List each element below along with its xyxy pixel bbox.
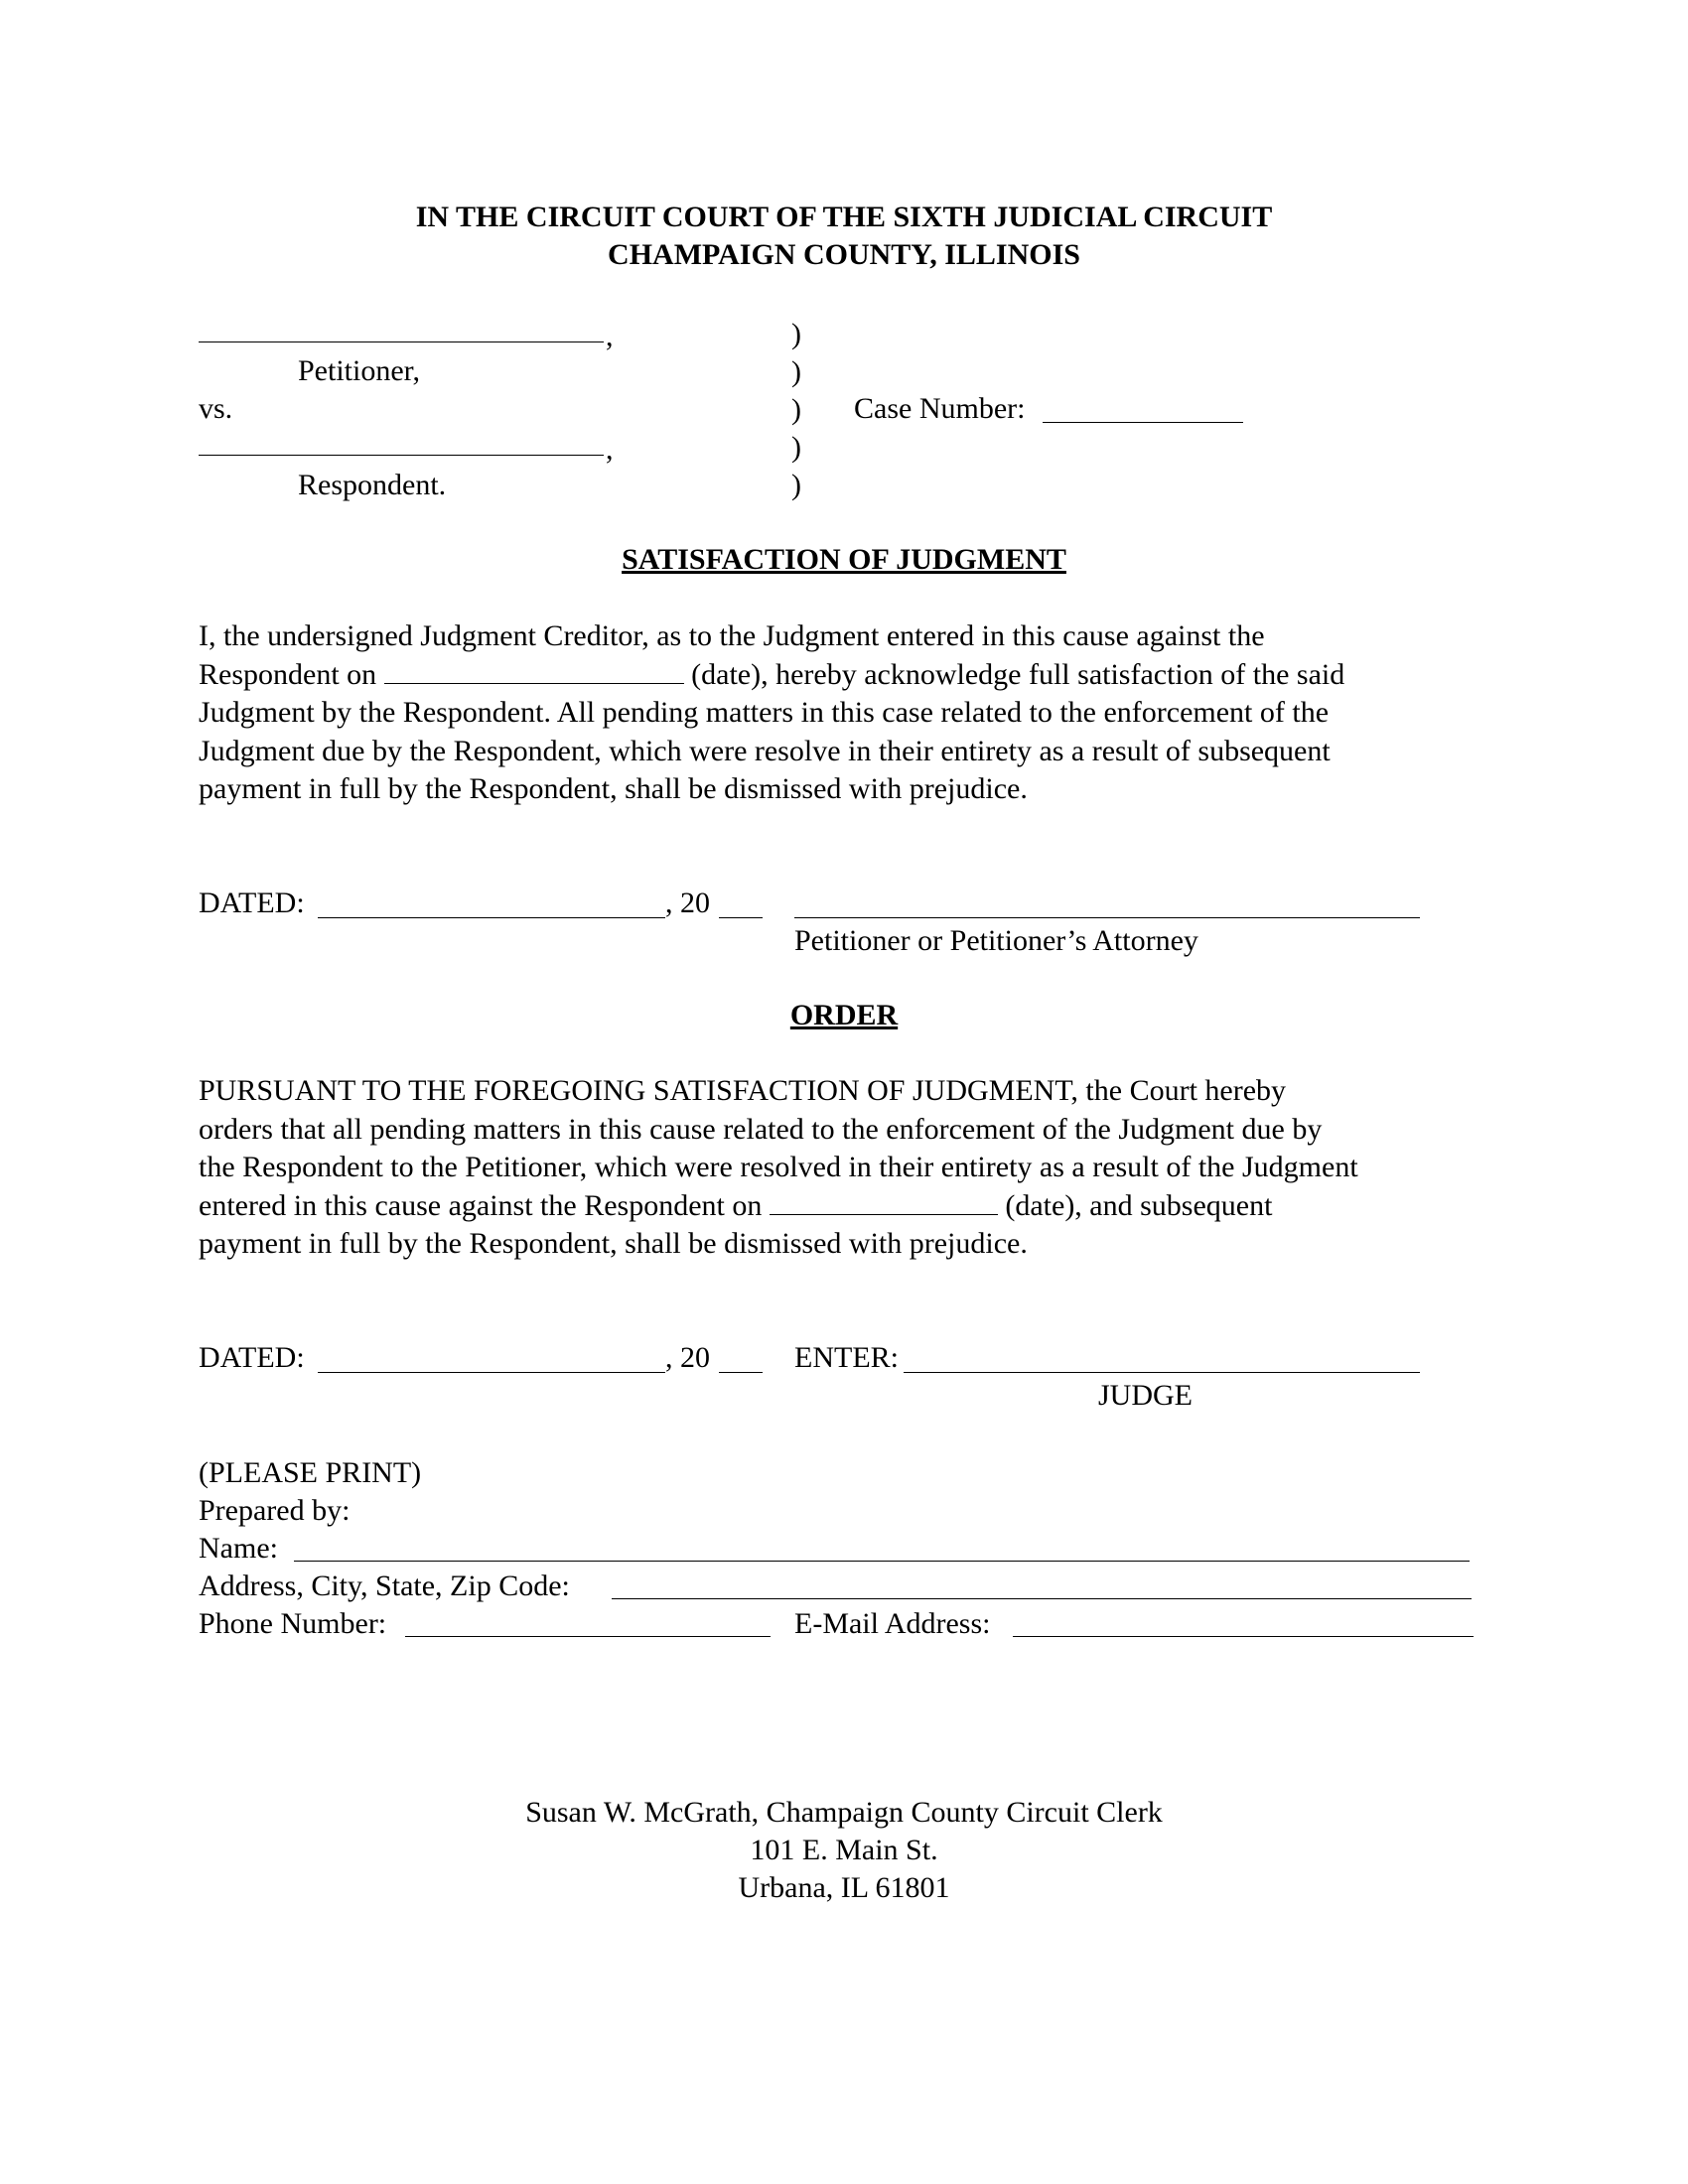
- phone-line[interactable]: [405, 1636, 771, 1637]
- satisfaction-line-2a: Respondent on: [199, 657, 377, 691]
- order-line-1: PURSUANT TO THE FOREGOING SATISFACTION OF JUDGMENT, the Court hereby: [199, 1074, 1287, 1107]
- petitioner-label: Petitioner,: [298, 354, 420, 387]
- respondent-comma: ,: [606, 433, 614, 466]
- name-label: Name:: [199, 1532, 278, 1565]
- phone-label: Phone Number:: [199, 1607, 387, 1640]
- petitioner-signature-caption: Petitioner or Petitioner’s Attorney: [794, 924, 1198, 957]
- name-line[interactable]: [294, 1561, 1470, 1562]
- satisfaction-line-3: Judgment by the Respondent. All pending matters in this case related to the enforcement of the: [199, 696, 1330, 729]
- satisfaction-title: SATISFACTION OF JUDGMENT: [622, 543, 1066, 576]
- judge-label: JUDGE: [1098, 1379, 1193, 1412]
- please-print-label: (PLEASE PRINT): [199, 1456, 422, 1489]
- satisfaction-line-2: [199, 656, 1499, 695]
- email-line[interactable]: [1013, 1636, 1474, 1637]
- order-title: ORDER: [789, 999, 899, 1031]
- caption-paren-4: ): [791, 431, 801, 464]
- caption-paren-1: ): [791, 318, 801, 350]
- order-line-4b: (date), and subsequent: [1005, 1188, 1273, 1222]
- respondent-label: Respondent.: [298, 469, 447, 501]
- petitioner-comma: ,: [606, 320, 614, 352]
- clerk-city: Urbana, IL 61801: [738, 1871, 950, 1904]
- order-year-line[interactable]: [719, 1372, 763, 1373]
- satisfaction-year-prefix: , 20: [665, 887, 710, 919]
- satisfaction-line-4: Judgment due by the Respondent, which were resolve in their entirety as a result of subsequent: [199, 734, 1331, 767]
- clerk-street: 101 E. Main St.: [750, 1834, 938, 1866]
- order-dated-label: DATED:: [199, 1341, 305, 1374]
- caption-paren-2: ): [791, 355, 801, 388]
- order-judgment-date-blank[interactable]: [770, 1188, 998, 1215]
- address-line[interactable]: [612, 1598, 1472, 1599]
- case-number-label: Case Number:: [854, 392, 1026, 425]
- judge-signature-line[interactable]: [904, 1372, 1420, 1373]
- satisfaction-dated-line[interactable]: [318, 917, 665, 918]
- enter-label: ENTER:: [794, 1341, 899, 1374]
- petitioner-signature-line[interactable]: [794, 917, 1420, 918]
- order-dated-line[interactable]: [318, 1372, 665, 1373]
- order-line-4a: entered in this cause against the Respondent on: [199, 1188, 763, 1222]
- order-line-3: the Respondent to the Petitioner, which were resolved in their entirety as a result of the Judgment: [199, 1151, 1358, 1183]
- caption-paren-3: ): [791, 393, 801, 426]
- satisfaction-year-line[interactable]: [719, 917, 763, 918]
- order-line-2: orders that all pending matters in this cause related to the enforcement of the Judgment due by: [199, 1112, 1323, 1146]
- satisfaction-line-5: payment in full by the Respondent, shall be dismissed with prejudice.: [199, 772, 1028, 805]
- order-paragraph: [199, 1072, 1499, 1264]
- case-number-line[interactable]: [1043, 422, 1243, 423]
- address-label: Address, City, State, Zip Code:: [199, 1570, 570, 1602]
- satisfaction-line-1: I, the undersigned Judgment Creditor, as to the Judgment entered in this cause against the: [199, 619, 1265, 652]
- satisfaction-line-2b: (date), hereby acknowledge full satisfaction of the said: [691, 657, 1345, 691]
- judgment-date-blank[interactable]: [384, 657, 684, 684]
- respondent-name-line[interactable]: [199, 455, 604, 456]
- satisfaction-dated-label: DATED:: [199, 887, 305, 919]
- order-line-4: [199, 1187, 1499, 1226]
- vs-label: vs.: [199, 392, 233, 425]
- order-year-prefix: , 20: [665, 1341, 710, 1374]
- clerk-name: Susan W. McGrath, Champaign County Circuit Clerk: [525, 1796, 1163, 1829]
- satisfaction-paragraph: [199, 617, 1499, 809]
- caption-paren-5: ): [791, 469, 801, 501]
- court-header-line1: IN THE CIRCUIT COURT OF THE SIXTH JUDICIAL CIRCUIT: [415, 201, 1273, 233]
- order-line-5: payment in full by the Respondent, shall be dismissed with prejudice.: [199, 1227, 1028, 1260]
- email-label: E-Mail Address:: [794, 1607, 991, 1640]
- prepared-by-label: Prepared by:: [199, 1494, 351, 1527]
- petitioner-name-line[interactable]: [199, 341, 604, 342]
- court-header-line2: CHAMPAIGN COUNTY, ILLINOIS: [608, 238, 1080, 271]
